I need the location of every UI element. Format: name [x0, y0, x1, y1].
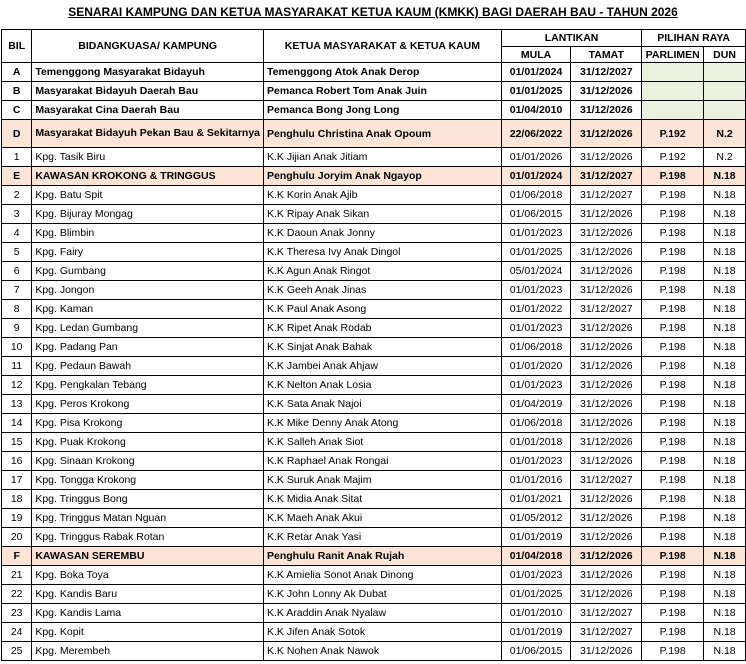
cell-bil: 21 [2, 566, 32, 585]
cell-kampung: Kpg. Boka Toya [32, 566, 264, 585]
cell-mula: 01/06/2018 [501, 338, 570, 357]
header-kampung: BIDANGKUASA/ KAMPUNG [32, 30, 264, 63]
cell-tamat: 31/12/2026 [571, 148, 642, 167]
cell-kampung: Masyarakat Bidayuh Daerah Bau [32, 82, 264, 101]
table-row [2, 376, 746, 395]
cell-ketua: K.K Sinjat Anak Bahak [264, 338, 502, 357]
cell-bil: 25 [2, 642, 32, 661]
cell-kampung: Kpg. Tringgus Matan Nguan [32, 509, 264, 528]
cell-parlimen: P.198 [642, 262, 704, 281]
cell-dun: N.18 [704, 205, 746, 224]
cell-tamat: 31/12/2026 [571, 101, 642, 120]
cell-tamat: 31/12/2027 [571, 186, 642, 205]
cell-ketua: K.K Agun Anak Ringot [264, 262, 502, 281]
cell-mula: 01/01/2023 [501, 319, 570, 338]
cell-bil: 4 [2, 224, 32, 243]
cell-parlimen: P.198 [642, 300, 704, 319]
cell-mula: 01/01/2021 [501, 490, 570, 509]
cell-kampung: Kpg. Jongon [32, 281, 264, 300]
cell-parlimen: P.198 [642, 167, 704, 186]
cell-ketua: K.K Midia Anak Sitat [264, 490, 502, 509]
cell-tamat: 31/12/2026 [571, 452, 642, 471]
cell-dun [704, 101, 746, 120]
cell-ketua: Penghulu Joryim Anak Ngayop [264, 167, 502, 186]
cell-dun: N.18 [704, 433, 746, 452]
cell-mula: 01/04/2018 [501, 547, 570, 566]
cell-kampung: Kpg. Pisa Krokong [32, 414, 264, 433]
cell-kampung: Masyarakat Bidayuh Pekan Bau & Sekitarnya [32, 120, 264, 148]
cell-ketua: Penghulu Ranit Anak Rujah [264, 547, 502, 566]
cell-mula: 01/01/2019 [501, 528, 570, 547]
cell-parlimen: P.198 [642, 547, 704, 566]
cell-tamat: 31/12/2026 [571, 281, 642, 300]
cell-bil: 3 [2, 205, 32, 224]
cell-ketua: K.K Suruk Anak Majim [264, 471, 502, 490]
cell-bil: 11 [2, 357, 32, 376]
cell-dun: N.18 [704, 281, 746, 300]
cell-dun: N.18 [704, 338, 746, 357]
cell-parlimen: P.198 [642, 471, 704, 490]
cell-kampung: Kpg. Tringgus Rabak Rotan [32, 528, 264, 547]
table-row [2, 205, 746, 224]
cell-mula: 01/01/2023 [501, 281, 570, 300]
cell-parlimen [642, 101, 704, 120]
cell-tamat: 31/12/2026 [571, 376, 642, 395]
cell-mula: 01/01/2024 [501, 167, 570, 186]
cell-kampung: Kpg. Gumbang [32, 262, 264, 281]
cell-tamat: 31/12/2026 [571, 509, 642, 528]
cell-bil: 24 [2, 623, 32, 642]
cell-parlimen: P.198 [642, 642, 704, 661]
cell-ketua: K.K Ripay Anak Sikan [264, 205, 502, 224]
cell-dun [704, 63, 746, 82]
cell-bil: 20 [2, 528, 32, 547]
cell-bil: E [2, 167, 32, 186]
cell-dun: N.18 [704, 167, 746, 186]
cell-parlimen: P.198 [642, 395, 704, 414]
cell-tamat: 31/12/2026 [571, 205, 642, 224]
cell-kampung: Kpg. Puak Krokong [32, 433, 264, 452]
cell-ketua: K.K Retar Anak Yasi [264, 528, 502, 547]
cell-dun: N.18 [704, 319, 746, 338]
table-row-bold [2, 101, 746, 120]
cell-parlimen: P.198 [642, 623, 704, 642]
cell-bil: 15 [2, 433, 32, 452]
cell-ketua: Penghulu Christina Anak Opoum [264, 120, 502, 148]
cell-bil: A [2, 63, 32, 82]
table-body [2, 63, 746, 661]
table-row [2, 319, 746, 338]
cell-parlimen: P.198 [642, 357, 704, 376]
cell-bil: D [2, 120, 32, 148]
cell-kampung: Kpg. Fairy [32, 243, 264, 262]
table-row [2, 566, 746, 585]
cell-ketua: K.K Ripet Anak Rodab [264, 319, 502, 338]
cell-parlimen: P.198 [642, 433, 704, 452]
cell-ketua: K.K John Lonny Ak Dubat [264, 585, 502, 604]
cell-mula: 01/06/2015 [501, 642, 570, 661]
cell-tamat: 31/12/2026 [571, 82, 642, 101]
cell-bil: 17 [2, 471, 32, 490]
cell-ketua: K.K Araddin Anak Nyalaw [264, 604, 502, 623]
cell-dun: N.18 [704, 414, 746, 433]
cell-ketua: K.K Nohen Anak Nawok [264, 642, 502, 661]
table-row [2, 452, 746, 471]
cell-ketua: K.K Nelton Anak Losia [264, 376, 502, 395]
cell-kampung: KAWASAN KROKONG & TRINGGUS [32, 167, 264, 186]
cell-parlimen: P.198 [642, 281, 704, 300]
cell-ketua: K.K Jambei Anak Ahjaw [264, 357, 502, 376]
cell-dun: N.18 [704, 452, 746, 471]
cell-tamat: 31/12/2026 [571, 433, 642, 452]
cell-dun [704, 82, 746, 101]
cell-bil: 8 [2, 300, 32, 319]
cell-mula: 01/01/2023 [501, 376, 570, 395]
cell-mula: 01/06/2015 [501, 205, 570, 224]
cell-parlimen: P.192 [642, 120, 704, 148]
cell-bil: 7 [2, 281, 32, 300]
cell-mula: 01/01/2023 [501, 566, 570, 585]
cell-parlimen: P.198 [642, 414, 704, 433]
cell-mula: 01/01/2023 [501, 224, 570, 243]
cell-bil: 5 [2, 243, 32, 262]
cell-dun: N.2 [704, 120, 746, 148]
cell-ketua: K.K Paul Anak Asong [264, 300, 502, 319]
table-row [2, 395, 746, 414]
cell-kampung: Kpg. Kandis Lama [32, 604, 264, 623]
cell-bil: C [2, 101, 32, 120]
table-row [2, 243, 746, 262]
cell-parlimen: P.198 [642, 452, 704, 471]
cell-dun: N.2 [704, 148, 746, 167]
cell-parlimen: P.198 [642, 186, 704, 205]
cell-kampung: Kpg. Padang Pan [32, 338, 264, 357]
cell-bil: 6 [2, 262, 32, 281]
cell-dun: N.18 [704, 357, 746, 376]
cell-ketua: K.K Sata Anak Najoi [264, 395, 502, 414]
cell-parlimen: P.198 [642, 224, 704, 243]
cell-tamat: 31/12/2026 [571, 414, 642, 433]
table-row [2, 414, 746, 433]
cell-kampung: Kpg. Tringgus Bong [32, 490, 264, 509]
cell-tamat: 31/12/2027 [571, 63, 642, 82]
cell-kampung: Kpg. Kandis Baru [32, 585, 264, 604]
cell-tamat: 31/12/2027 [571, 167, 642, 186]
cell-tamat: 31/12/2027 [571, 604, 642, 623]
cell-bil: 13 [2, 395, 32, 414]
cell-tamat: 31/12/2026 [571, 490, 642, 509]
cell-parlimen: P.198 [642, 376, 704, 395]
header-mula: MULA [501, 47, 570, 63]
cell-mula: 01/01/2016 [501, 471, 570, 490]
cell-ketua: Pemanca Bong Jong Long [264, 101, 502, 120]
cell-tamat: 31/12/2026 [571, 338, 642, 357]
cell-parlimen: P.198 [642, 205, 704, 224]
cell-kampung: Kpg. Kaman [32, 300, 264, 319]
table-row [2, 471, 746, 490]
table-row [2, 262, 746, 281]
table-row [2, 357, 746, 376]
cell-dun: N.18 [704, 547, 746, 566]
cell-kampung: Masyarakat Cina Daerah Bau [32, 101, 264, 120]
cell-kampung: KAWASAN SEREMBU [32, 547, 264, 566]
cell-parlimen: P.198 [642, 585, 704, 604]
table-row [2, 642, 746, 661]
table-row [2, 604, 746, 623]
cell-ketua: K.K Raphael Anak Rongai [264, 452, 502, 471]
cell-dun: N.18 [704, 395, 746, 414]
cell-kampung: Kpg. Tasik Biru [32, 148, 264, 167]
cell-dun: N.18 [704, 585, 746, 604]
table-row [2, 490, 746, 509]
cell-ketua: K.K Daoun Anak Jonny [264, 224, 502, 243]
cell-mula: 01/01/2018 [501, 433, 570, 452]
cell-bil: 16 [2, 452, 32, 471]
cell-mula: 22/06/2022 [501, 120, 570, 148]
cell-parlimen: P.198 [642, 319, 704, 338]
cell-ketua: K.K Jijian Anak Jitiam [264, 148, 502, 167]
cell-tamat: 31/12/2026 [571, 319, 642, 338]
table-row-zone [2, 547, 746, 566]
cell-kampung: Kpg. Batu Spit [32, 186, 264, 205]
cell-dun: N.18 [704, 471, 746, 490]
cell-kampung: Kpg. Sinaan Krokong [32, 452, 264, 471]
cell-dun: N.18 [704, 566, 746, 585]
table-row [2, 281, 746, 300]
header-pilihan-raya: PILIHAN RAYA [642, 30, 746, 47]
cell-tamat: 31/12/2027 [571, 300, 642, 319]
cell-mula: 01/01/2022 [501, 300, 570, 319]
cell-mula: 01/01/2026 [501, 148, 570, 167]
cell-dun: N.18 [704, 243, 746, 262]
cell-kampung: Kpg. Bijuray Mongag [32, 205, 264, 224]
cell-dun: N.18 [704, 376, 746, 395]
table-row [2, 186, 746, 205]
cell-dun: N.18 [704, 300, 746, 319]
cell-parlimen: P.198 [642, 490, 704, 509]
cell-mula: 01/06/2018 [501, 414, 570, 433]
cell-kampung: Kpg. Peros Krokong [32, 395, 264, 414]
cell-bil: 19 [2, 509, 32, 528]
cell-kampung: Kpg. Pedaun Bawah [32, 357, 264, 376]
cell-bil: 1 [2, 148, 32, 167]
cell-dun: N.18 [704, 623, 746, 642]
cell-tamat: 31/12/2027 [571, 471, 642, 490]
cell-tamat: 31/12/2026 [571, 224, 642, 243]
header-lantikan: LANTIKAN [501, 30, 641, 47]
cell-mula: 01/01/2023 [501, 452, 570, 471]
cell-parlimen: P.198 [642, 338, 704, 357]
cell-tamat: 31/12/2026 [571, 642, 642, 661]
cell-tamat: 31/12/2026 [571, 566, 642, 585]
cell-kampung: Kpg. Ledan Gumbang [32, 319, 264, 338]
cell-bil: F [2, 547, 32, 566]
cell-bil: 9 [2, 319, 32, 338]
table-row-bold [2, 63, 746, 82]
cell-tamat: 31/12/2027 [571, 623, 642, 642]
cell-mula: 01/01/2024 [501, 63, 570, 82]
header-parlimen: PARLIMEN [642, 47, 704, 63]
cell-bil: 22 [2, 585, 32, 604]
cell-parlimen: P.198 [642, 509, 704, 528]
table-row-bold [2, 82, 746, 101]
cell-parlimen: P.198 [642, 604, 704, 623]
cell-ketua: K.K Theresa Ivy Anak Dingol [264, 243, 502, 262]
cell-ketua: K.K Maeh Anak Akui [264, 509, 502, 528]
kmkk-table [1, 29, 746, 661]
cell-mula: 05/01/2024 [501, 262, 570, 281]
cell-mula: 01/01/2019 [501, 623, 570, 642]
cell-dun: N.18 [704, 528, 746, 547]
table-row [2, 338, 746, 357]
table-row-zone [2, 167, 746, 186]
cell-bil: B [2, 82, 32, 101]
cell-tamat: 31/12/2026 [571, 243, 642, 262]
cell-dun: N.18 [704, 642, 746, 661]
cell-tamat: 31/12/2026 [571, 395, 642, 414]
cell-bil: 23 [2, 604, 32, 623]
cell-dun: N.18 [704, 186, 746, 205]
header-ketua: KETUA MASYARAKAT & KETUA KAUM [264, 30, 502, 63]
cell-mula: 01/01/2020 [501, 357, 570, 376]
header-dun: DUN [704, 47, 746, 63]
table-row-zone [2, 120, 746, 148]
cell-bil: 18 [2, 490, 32, 509]
cell-parlimen [642, 63, 704, 82]
cell-tamat: 31/12/2026 [571, 547, 642, 566]
cell-bil: 2 [2, 186, 32, 205]
cell-parlimen [642, 82, 704, 101]
cell-kampung: Kpg. Blimbin [32, 224, 264, 243]
cell-bil: 10 [2, 338, 32, 357]
cell-tamat: 31/12/2026 [571, 528, 642, 547]
cell-mula: 01/06/2018 [501, 186, 570, 205]
cell-parlimen: P.198 [642, 528, 704, 547]
cell-mula: 01/01/2025 [501, 243, 570, 262]
table-row [2, 623, 746, 642]
cell-tamat: 31/12/2026 [571, 357, 642, 376]
table-row [2, 148, 746, 167]
cell-kampung: Kpg. Kopit [32, 623, 264, 642]
header-tamat: TAMAT [571, 47, 642, 63]
cell-ketua: K.K Jifen Anak Sotok [264, 623, 502, 642]
table-row [2, 300, 746, 319]
cell-mula: 01/01/2010 [501, 604, 570, 623]
cell-dun: N.18 [704, 490, 746, 509]
cell-tamat: 31/12/2026 [571, 585, 642, 604]
header-bil: BIL [2, 30, 32, 63]
cell-bil: 12 [2, 376, 32, 395]
cell-ketua: K.K Mike Denny Anak Atong [264, 414, 502, 433]
cell-kampung: Kpg. Tongga Krokong [32, 471, 264, 490]
table-row [2, 585, 746, 604]
cell-parlimen: P.192 [642, 148, 704, 167]
table-row [2, 509, 746, 528]
cell-mula: 01/04/2010 [501, 101, 570, 120]
cell-mula: 01/05/2012 [501, 509, 570, 528]
cell-tamat: 31/12/2026 [571, 262, 642, 281]
cell-dun: N.18 [704, 224, 746, 243]
cell-ketua: K.K Salleh Anak Siot [264, 433, 502, 452]
cell-ketua: Temenggong Atok Anak Derop [264, 63, 502, 82]
cell-kampung: Temenggong Masyarakat Bidayuh [32, 63, 264, 82]
cell-ketua: K.K Korin Anak Ajib [264, 186, 502, 205]
cell-mula: 01/01/2025 [501, 585, 570, 604]
page-title: SENARAI KAMPUNG DAN KETUA MASYARAKAT KETUA KAUM (KMKK) BAGI DAERAH BAU - TAHUN 2026 [68, 5, 678, 19]
cell-kampung: Kpg. Pengkalan Tebang [32, 376, 264, 395]
cell-tamat: 31/12/2026 [571, 120, 642, 148]
cell-ketua: Pemanca Robert Tom Anak Juin [264, 82, 502, 101]
cell-mula: 01/04/2019 [501, 395, 570, 414]
cell-kampung: Kpg. Merembeh [32, 642, 264, 661]
table-row [2, 433, 746, 452]
table-row [2, 528, 746, 547]
cell-parlimen: P.198 [642, 243, 704, 262]
cell-dun: N.18 [704, 604, 746, 623]
cell-dun: N.18 [704, 509, 746, 528]
table-row [2, 224, 746, 243]
cell-mula: 01/01/2025 [501, 82, 570, 101]
cell-bil: 14 [2, 414, 32, 433]
cell-dun: N.18 [704, 262, 746, 281]
cell-ketua: K.K Amielia Sonot Anak Dinong [264, 566, 502, 585]
cell-ketua: K.K Geeh Anak Jinas [264, 281, 502, 300]
cell-parlimen: P.198 [642, 566, 704, 585]
